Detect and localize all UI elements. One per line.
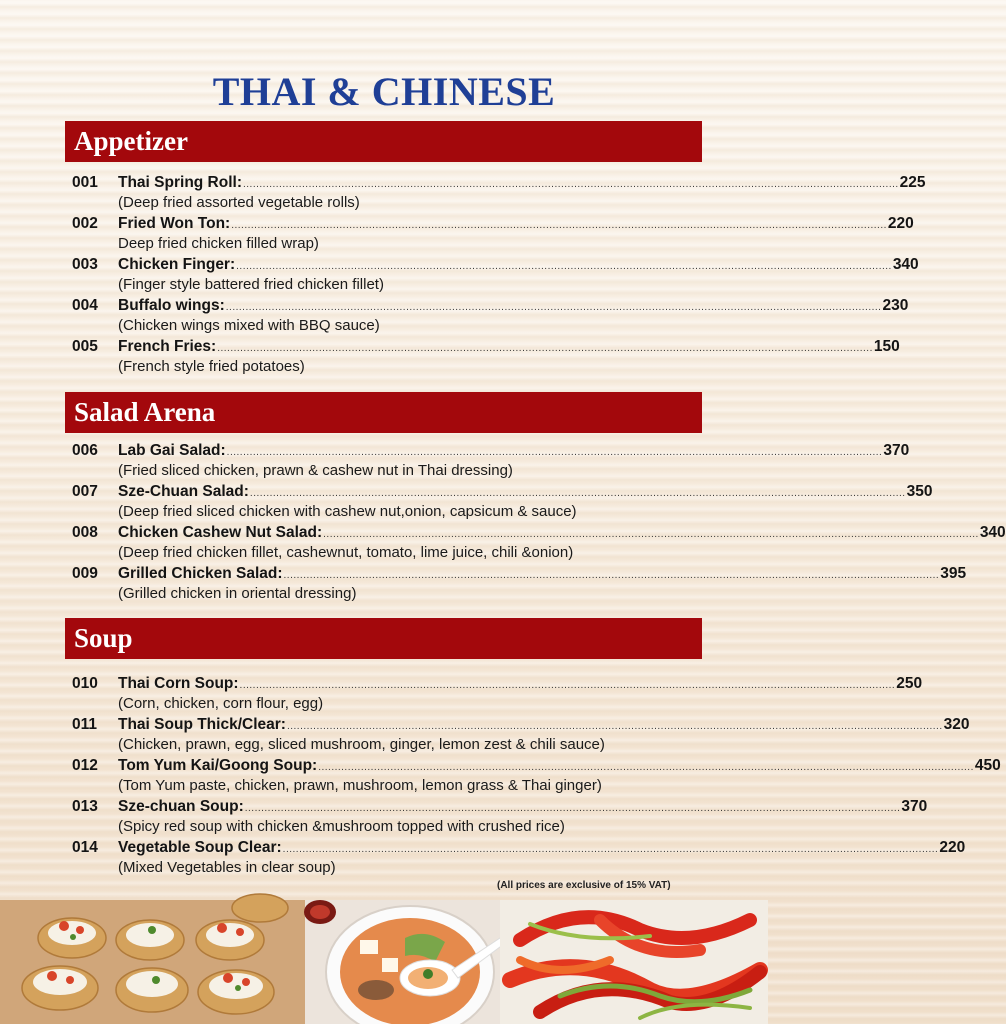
food-photo-strip xyxy=(0,900,768,1024)
item-code: 004 xyxy=(72,297,98,314)
dot-leader: ........................................................................................................................................................................................................ xyxy=(217,343,873,354)
menu-item xyxy=(72,336,900,377)
item-price: 340 xyxy=(892,256,919,273)
item-name: Chicken Cashew Nut Salad: xyxy=(118,524,323,541)
dot-leader: ........................................................................................................................................................................................................ xyxy=(243,179,899,190)
item-code: 008 xyxy=(72,524,98,541)
item-name: Fried Won Ton: xyxy=(118,215,231,232)
menu-item xyxy=(72,172,926,213)
item-description: (Mixed Vegetables in clear soup) xyxy=(118,859,336,876)
menu-item xyxy=(72,837,966,878)
item-name: Buffalo wings: xyxy=(118,297,225,314)
dot-leader: ........................................................................................................................................................................................................ xyxy=(323,529,979,540)
item-code: 011 xyxy=(72,716,98,733)
item-description: (Grilled chicken in oriental dressing) xyxy=(118,585,357,602)
item-name: Lab Gai Salad: xyxy=(118,442,226,459)
item-price: 250 xyxy=(896,675,923,692)
item-code: 013 xyxy=(72,798,98,815)
item-price: 370 xyxy=(901,798,928,815)
item-description: (Corn, chicken, corn flour, egg) xyxy=(118,695,324,712)
item-code: 010 xyxy=(72,675,98,692)
item-price: 150 xyxy=(873,338,900,355)
item-description: (Finger style battered fried chicken fillet) xyxy=(118,276,384,293)
menu-item xyxy=(72,213,914,254)
item-price: 395 xyxy=(940,565,967,582)
canape-platter-photo xyxy=(0,894,305,1024)
menu-item xyxy=(72,481,933,522)
item-code: 014 xyxy=(72,839,98,856)
soup-list xyxy=(72,673,1001,878)
item-price: 350 xyxy=(906,483,933,500)
menu-item xyxy=(72,714,970,755)
dot-leader: ........................................................................................................................................................................................................ xyxy=(286,721,943,732)
dot-leader: ........................................................................................................................................................................................................ xyxy=(318,762,974,773)
item-description: (Deep fried chicken fillet, cashewnut, tomato, lime juice, chili &onion) xyxy=(118,544,574,561)
item-name: French Fries: xyxy=(118,338,217,355)
menu-item xyxy=(72,563,967,604)
item-price: 370 xyxy=(883,442,910,459)
item-price: 220 xyxy=(939,839,966,856)
item-code: 001 xyxy=(72,174,98,191)
dot-leader: ........................................................................................................................................................................................................ xyxy=(231,220,887,231)
item-code: 006 xyxy=(72,442,98,459)
dot-leader: ........................................................................................................................................................................................................ xyxy=(249,488,906,499)
item-description: (Tom Yum paste, chicken, prawn, mushroom, lemon grass & Thai ginger) xyxy=(118,777,602,794)
dot-leader: ........................................................................................................................................................................................................ xyxy=(239,680,896,691)
vat-note: (All prices are exclusive of 15% VAT) xyxy=(497,880,671,891)
menu-title: THAI & CHINESE xyxy=(212,69,556,114)
item-name: Chicken Finger: xyxy=(118,256,236,273)
section-heading-soup: Soup xyxy=(65,618,702,659)
item-name: Thai Spring Roll: xyxy=(118,174,242,191)
salad-list xyxy=(72,440,1006,604)
pepper-salad-photo xyxy=(500,900,768,1024)
menu-item xyxy=(72,673,923,714)
item-code: 007 xyxy=(72,483,98,500)
dot-leader: ........................................................................................................................................................................................................ xyxy=(283,570,940,581)
item-code: 005 xyxy=(72,338,98,355)
item-name: Tom Yum Kai/Goong Soup: xyxy=(118,757,318,774)
dot-leader: ........................................................................................................................................................................................................ xyxy=(226,447,883,458)
item-description: (Chicken wings mixed with BBQ sauce) xyxy=(118,317,380,334)
item-price: 450 xyxy=(974,757,1001,774)
menu-item xyxy=(72,796,928,837)
item-description: (Deep fried sliced chicken with cashew nut,onion, capsicum & sauce) xyxy=(118,503,577,520)
item-price: 340 xyxy=(979,524,1006,541)
item-description: (Chicken, prawn, egg, sliced mushroom, ginger, lemon zest & chili sauce) xyxy=(118,736,605,753)
dot-leader: ........................................................................................................................................................................................................ xyxy=(282,844,939,855)
item-code: 002 xyxy=(72,215,98,232)
appetizer-list xyxy=(72,172,926,377)
item-description: (French style fried potatoes) xyxy=(118,358,305,375)
menu-item xyxy=(72,295,909,336)
item-description: Deep fried chicken filled wrap) xyxy=(118,235,319,252)
item-price: 220 xyxy=(887,215,914,232)
item-price: 225 xyxy=(899,174,926,191)
dot-leader: ........................................................................................................................................................................................................ xyxy=(244,803,901,814)
menu-item xyxy=(72,522,1006,563)
item-description: (Spicy red soup with chicken &mushroom topped with crushed rice) xyxy=(118,818,565,835)
item-description: (Deep fried assorted vegetable rolls) xyxy=(118,194,360,211)
menu-item xyxy=(72,440,910,481)
soup-bowl-photo xyxy=(304,900,504,1024)
item-name: Grilled Chicken Salad: xyxy=(118,565,283,582)
dot-leader: ........................................................................................................................................................................................................ xyxy=(225,302,882,313)
menu-item xyxy=(72,755,1001,796)
item-name: Sze-Chuan Salad: xyxy=(118,483,249,500)
item-price: 230 xyxy=(882,297,909,314)
dot-leader: ........................................................................................................................................................................................................ xyxy=(236,261,892,272)
section-heading-appetizer: Appetizer xyxy=(65,121,702,162)
item-price: 320 xyxy=(943,716,970,733)
item-name: Vegetable Soup Clear: xyxy=(118,839,282,856)
item-code: 003 xyxy=(72,256,98,273)
section-heading-salad-arena: Salad Arena xyxy=(65,392,702,433)
item-code: 009 xyxy=(72,565,98,582)
item-name: Thai Corn Soup: xyxy=(118,675,239,692)
item-description: (Fried sliced chicken, prawn & cashew nut in Thai dressing) xyxy=(118,462,513,479)
menu-item xyxy=(72,254,919,295)
item-name: Sze-chuan Soup: xyxy=(118,798,244,815)
item-code: 012 xyxy=(72,757,98,774)
item-name: Thai Soup Thick/Clear: xyxy=(118,716,286,733)
